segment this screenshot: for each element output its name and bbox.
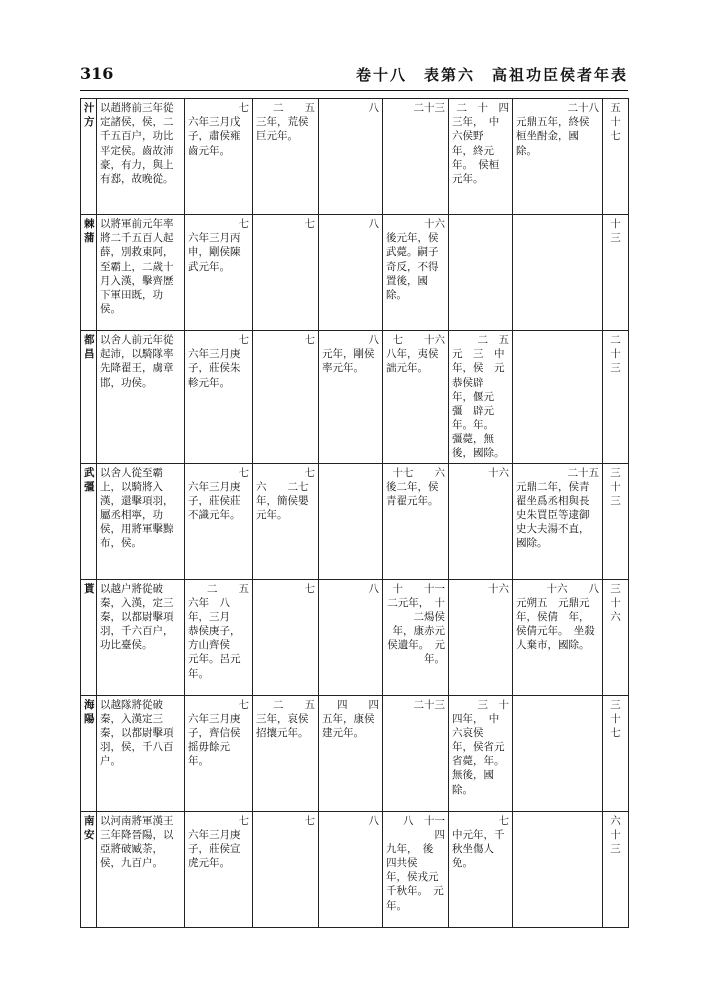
year-count: 二 五	[273, 698, 315, 711]
reign-note: 元鼎五年，終侯桓坐酎金，國除。	[516, 116, 590, 157]
year-count: 七	[238, 466, 249, 479]
reign-note: 元鼎二年，侯青翟坐爲丞相與長史朱買臣等逮御史大夫湯不直，國除。	[516, 480, 590, 550]
merit-text	[97, 579, 185, 695]
merit-cell-text: 以越隊將從破秦，入漢定三秦，以都尉擊項羽，侯，千八百户。	[100, 698, 174, 768]
fief-name: 汁方	[81, 99, 97, 215]
year-count: 十 十一 二元年， 十二煬侯 年，康赤元 侯遺年。 元年。	[387, 582, 466, 666]
year-count: 七	[238, 698, 249, 711]
reign-note: 六年三月庚子，齊信侯摇毋餘元年。	[188, 712, 241, 768]
reign-cell-c5	[449, 695, 513, 811]
year-count: 二 五	[207, 582, 249, 595]
reign-cell-c1	[185, 99, 253, 215]
reign-note: 後二年，侯青翟元年。	[386, 480, 439, 507]
reign-cell-c6	[513, 99, 603, 215]
year-count: 八	[368, 102, 379, 114]
merit-text	[97, 811, 185, 927]
reign-cell-c1	[185, 579, 253, 695]
table-body	[81, 99, 629, 928]
reign-cell-c4	[383, 331, 449, 464]
reign-cell-c3	[319, 331, 383, 464]
year-count: 二十三	[413, 698, 445, 711]
reign-cell-c5	[449, 215, 513, 331]
year-count: 二十三	[413, 102, 445, 114]
page-header	[80, 64, 628, 88]
reign-cell-c1	[185, 331, 253, 464]
reign-cell-c2	[253, 579, 319, 695]
merit-cell-text: 以越户將從破秦，入漢，定三秦，以都尉擊項羽，千六百户，功比臺侯。	[100, 582, 174, 652]
running-title: 卷十八 表第六 高祖功臣侯者年表	[355, 66, 628, 84]
reign-cell-c3	[319, 215, 383, 331]
reign-cell-c1	[185, 811, 253, 927]
reign-cell-c6	[513, 331, 603, 464]
merit-cell-text: 以舍人前元年從起沛，以騎隊率先降翟王，虜章邯，功侯。	[100, 334, 174, 389]
year-count: 十六	[488, 466, 509, 479]
rank-number: 三十六	[603, 579, 629, 695]
merit-cell-text: 以河南將軍漢王三年降晉陽，以亞將破臧荼，侯，九百户。	[100, 814, 174, 870]
reign-cell-c4	[383, 811, 456, 927]
year-count: 二十五	[567, 466, 599, 479]
rank-number: 三十三	[603, 463, 629, 579]
table-row	[81, 331, 629, 464]
fief-name: 都昌	[81, 331, 97, 464]
year-count: 七	[498, 814, 509, 827]
yearly-table	[80, 98, 629, 928]
year-count: 十七 六	[392, 466, 445, 479]
fief-name: 海陽	[81, 695, 97, 811]
rank-number: 二十三	[603, 331, 629, 464]
reign-note: 三年，哀侯招攘元年。	[256, 712, 309, 739]
year-count: 八	[368, 218, 379, 230]
reign-cell-c6	[513, 811, 603, 927]
reign-note: 元朔五 元鼎元年，侯倩 年，侯倩元年。 坐殺人棄市，國除。	[516, 596, 595, 652]
merit-text	[97, 331, 185, 464]
reign-cell-c2	[253, 695, 319, 811]
merit-cell-text: 以趙將前三年從定諸侯，侯，二千五百户，功比平定侯。齒故沛豪，有力，與上有郄，故晚從。	[100, 102, 174, 185]
reign-cell-c4	[383, 695, 449, 811]
reign-note: 四年， 中六哀侯 年，侯省元 省薨，年。 無後，國除。	[452, 712, 515, 796]
page-number: 316	[80, 64, 114, 83]
reign-cell-c2	[253, 99, 319, 215]
reign-cell-c2	[253, 463, 319, 579]
year-count: 十六	[424, 218, 445, 230]
reign-cell-c2	[253, 331, 319, 464]
year-count: 七	[304, 466, 315, 479]
merit-cell-text: 以舍人從至霸上，以騎將入漢，還擊項羽，屬丞相寧，功侯，用將軍擊黥布，侯。	[100, 466, 174, 550]
year-count: 七	[238, 102, 249, 114]
year-count: 八	[368, 334, 379, 346]
rank-number: 五十七	[603, 99, 629, 215]
fief-name: 貰	[81, 579, 97, 695]
reign-cell-c1	[185, 695, 253, 811]
rank-number: 三十七	[603, 695, 629, 811]
year-count: 七	[304, 814, 315, 827]
year-count: 八	[368, 582, 379, 595]
reign-note: 六年 八年，三月 恭侯庚子， 方山齊侯 元年。呂元年。	[188, 596, 246, 680]
reign-note: 六年三月庚子，莊侯莊不識元年。	[188, 480, 241, 522]
year-count: 七	[238, 218, 249, 230]
year-count: 十六 八	[546, 582, 599, 595]
year-count: 七	[304, 334, 315, 346]
reign-note: 後元年，侯武薨。嗣子奇反，不得置後，國除。	[386, 232, 439, 301]
table-row	[81, 463, 629, 579]
year-count: 七	[238, 334, 249, 346]
reign-cell-c5	[449, 811, 513, 927]
reign-cell-c2	[253, 811, 319, 927]
table-row	[81, 811, 629, 927]
reign-note: 三年， 中六侯野 年，終元年。 侯桓元年。	[452, 116, 500, 185]
year-count: 二 十 四	[456, 102, 509, 114]
year-count: 七	[238, 814, 249, 827]
reign-cell-c5	[449, 579, 513, 695]
reign-cell-c4	[383, 463, 449, 579]
year-count: 十六	[488, 582, 509, 595]
fief-name: 棘蒲	[81, 215, 97, 331]
header-rule	[80, 90, 628, 91]
year-count: 四 四	[337, 698, 379, 711]
table-row	[81, 695, 629, 811]
rank-number: 十三	[603, 215, 629, 331]
fief-name: 武彊	[81, 463, 97, 579]
reign-note: 六年三月庚子，莊侯宣虎元年。	[188, 828, 241, 870]
table-row	[81, 99, 629, 215]
reign-cell-c3	[319, 695, 383, 811]
table-row	[81, 215, 629, 331]
reign-cell-c5	[449, 463, 513, 579]
year-count: 八	[368, 814, 379, 827]
reign-note: 六年三月戊子，肅侯雍齒元年。	[188, 116, 241, 157]
reign-cell-c3	[319, 99, 383, 215]
reign-cell-c6	[513, 695, 603, 811]
year-count: 三 十	[477, 698, 509, 711]
reign-note: 九年， 後 四共侯 年，侯戎元 千秋年。 元年。	[386, 842, 449, 912]
reign-cell-c5	[449, 99, 513, 215]
reign-note: 六年三月庚子，莊侯朱軫元年。	[188, 348, 241, 389]
year-count: 二十八	[567, 102, 599, 114]
merit-cell-text: 以將軍前元年率將二千五百人起薛，別救東阿，至霸上，二歲十月入漢，擊齊歷下軍田既，功侯。	[100, 218, 174, 316]
merit-text	[97, 215, 185, 331]
reign-cell-c6	[513, 579, 603, 695]
year-count: 八 十一 四	[403, 814, 456, 841]
reign-note: 三年，荒侯巨元年。	[256, 116, 309, 143]
reign-cell-c5	[449, 331, 513, 464]
year-count: 七	[304, 582, 315, 595]
reign-note: 八年，夷侯詘元年。	[386, 348, 439, 375]
reign-cell-c1	[185, 463, 253, 579]
reign-note: 六 二七年，簡侯嬰元年。	[256, 480, 309, 522]
reign-cell-c4	[383, 215, 449, 331]
year-count: 二 五	[273, 102, 315, 114]
reign-note: 五年，康侯建元年。	[322, 712, 375, 739]
reign-note: 六年三月丙申，剛侯陳武元年。	[188, 232, 241, 273]
merit-text	[97, 99, 185, 215]
year-count: 七	[304, 218, 315, 230]
rank-number: 六十三	[603, 811, 629, 927]
reign-note: 元 三 中年，侯 元恭侯辟 年，偃元 彊 辟元年。年。 彊薨，無後，國除。	[452, 348, 505, 460]
reign-cell-c2	[253, 215, 319, 331]
fief-name: 南安	[81, 811, 97, 927]
merit-text	[97, 695, 185, 811]
reign-cell-c3	[319, 811, 383, 927]
reign-cell-c3	[319, 463, 383, 579]
table-row	[81, 579, 629, 695]
reign-cell-c6	[513, 463, 603, 579]
year-count: 二 五	[477, 334, 509, 346]
merit-text	[97, 463, 185, 579]
reign-cell-c4	[383, 579, 466, 695]
reign-cell-c1	[185, 215, 253, 331]
reign-cell-c4	[383, 99, 449, 215]
reign-note: 元年，剛侯率元年。	[322, 348, 375, 375]
reign-note: 中元年，千秋坐傷人免。	[452, 828, 505, 870]
reign-cell-c6	[513, 215, 603, 331]
reign-cell-c3	[319, 579, 383, 695]
year-count: 七 十六	[392, 334, 445, 346]
